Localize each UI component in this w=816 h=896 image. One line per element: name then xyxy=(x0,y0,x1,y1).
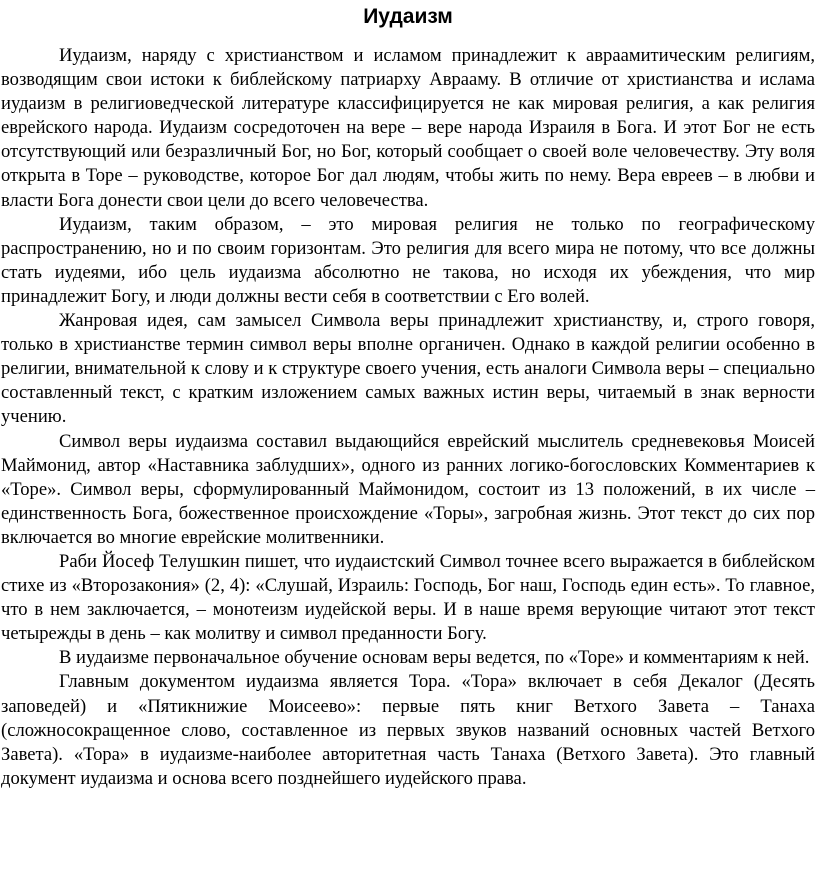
paragraph-5: Раби Йосеф Телушкин пишет, что иудаистский Символ точнее всего выражается в библейском стихе из «Второзакония» (2, 4): «Слушай, Израиль: Господь, Бог наш, Господь един есть». То главное, что в нем заключается, – монотеизм иудейской веры. И в наше время верующие читают этот текст четырежды в день – как молитву и символ преданности Богу. xyxy=(1,550,815,645)
paragraph-1: Иудаизм, наряду с христианством и исламом принадлежит к авраамитическим религиям, возводящим свои истоки к библейскому патриарху Аврааму. В отличие от христианства и ислама иудаизм в религиоведческой литературе классифицируется не как мировая религия, а как религия еврейского народа. Иудаизм сосредоточен на вере – вере народа Израиля в Бога. И этот Бог не есть отсутствующий или безразличный Бог, но Бог, который сообщает о своей воле человечеству. Эту воля открыта в Торе – руководстве, которое Бог дал людям, чтобы жить по нему. Вера евреев – в любви и власти Бога донести свои цели до всего человечества. xyxy=(1,45,815,211)
paragraph-4: Символ веры иудаизма составил выдающийся еврейский мыслитель средневековья Моисей Маймонид, автор «Наставника заблудших», одного из ранних логико-богословских Комментариев к «Торе». Символ веры, сформулированный Маймонидом, состоит из 13 положений, в их числе – единственность Бога, божественное происхождение «Торы», загробная жизнь. Этот текст до сих пор включается во многие еврейские молитвенники. xyxy=(1,430,815,548)
paragraph-6: В иудаизме первоначальное обучение основам веры ведется, по «Торе» и комментариям к ней. xyxy=(59,647,810,669)
document-body xyxy=(1,44,815,791)
paragraph-7: Главным документом иудаизма является Тора. «Тора» включает в себя Декалог (Десять заповедей) и «Пятикнижие Моисеево»: первые пять книг Ветхого Завета – Танаха (сложносокращенное слово, составленное из первых звуков названий основных частей Ветхого Завета). «Тора» в иудаизме-наиболее авторитетная часть Танаха (Ветхого Завета). Это главный документ иудаизма и основа всего позднейшего иудейского права. xyxy=(1,671,815,789)
document-title: Иудаизм xyxy=(363,5,453,28)
paragraph-3: Жанровая идея, сам замысел Символа веры принадлежит христианству, и, строго говоря, только в христианстве термин символ веры вполне органичен. Однако в каждой религии особенно в религии, внимательной к слову и к структуре своего учения, есть аналоги Символа веры – специально составленный текст, с кратким изложением самых важных истин веры, читаемый в знак верности учению. xyxy=(1,310,815,428)
paragraph-2: Иудаизм, таким образом, – это мировая религия не только по географическому распространению, но и по своим горизонтам. Это религия для всего мира не потому, что все должны стать иудеями, ибо цель иудаизма абсолютно не такова, но исходя их убеждения, что мир принадлежит Богу, и люди должны вести себя в соответствии с Его волей. xyxy=(1,213,815,307)
